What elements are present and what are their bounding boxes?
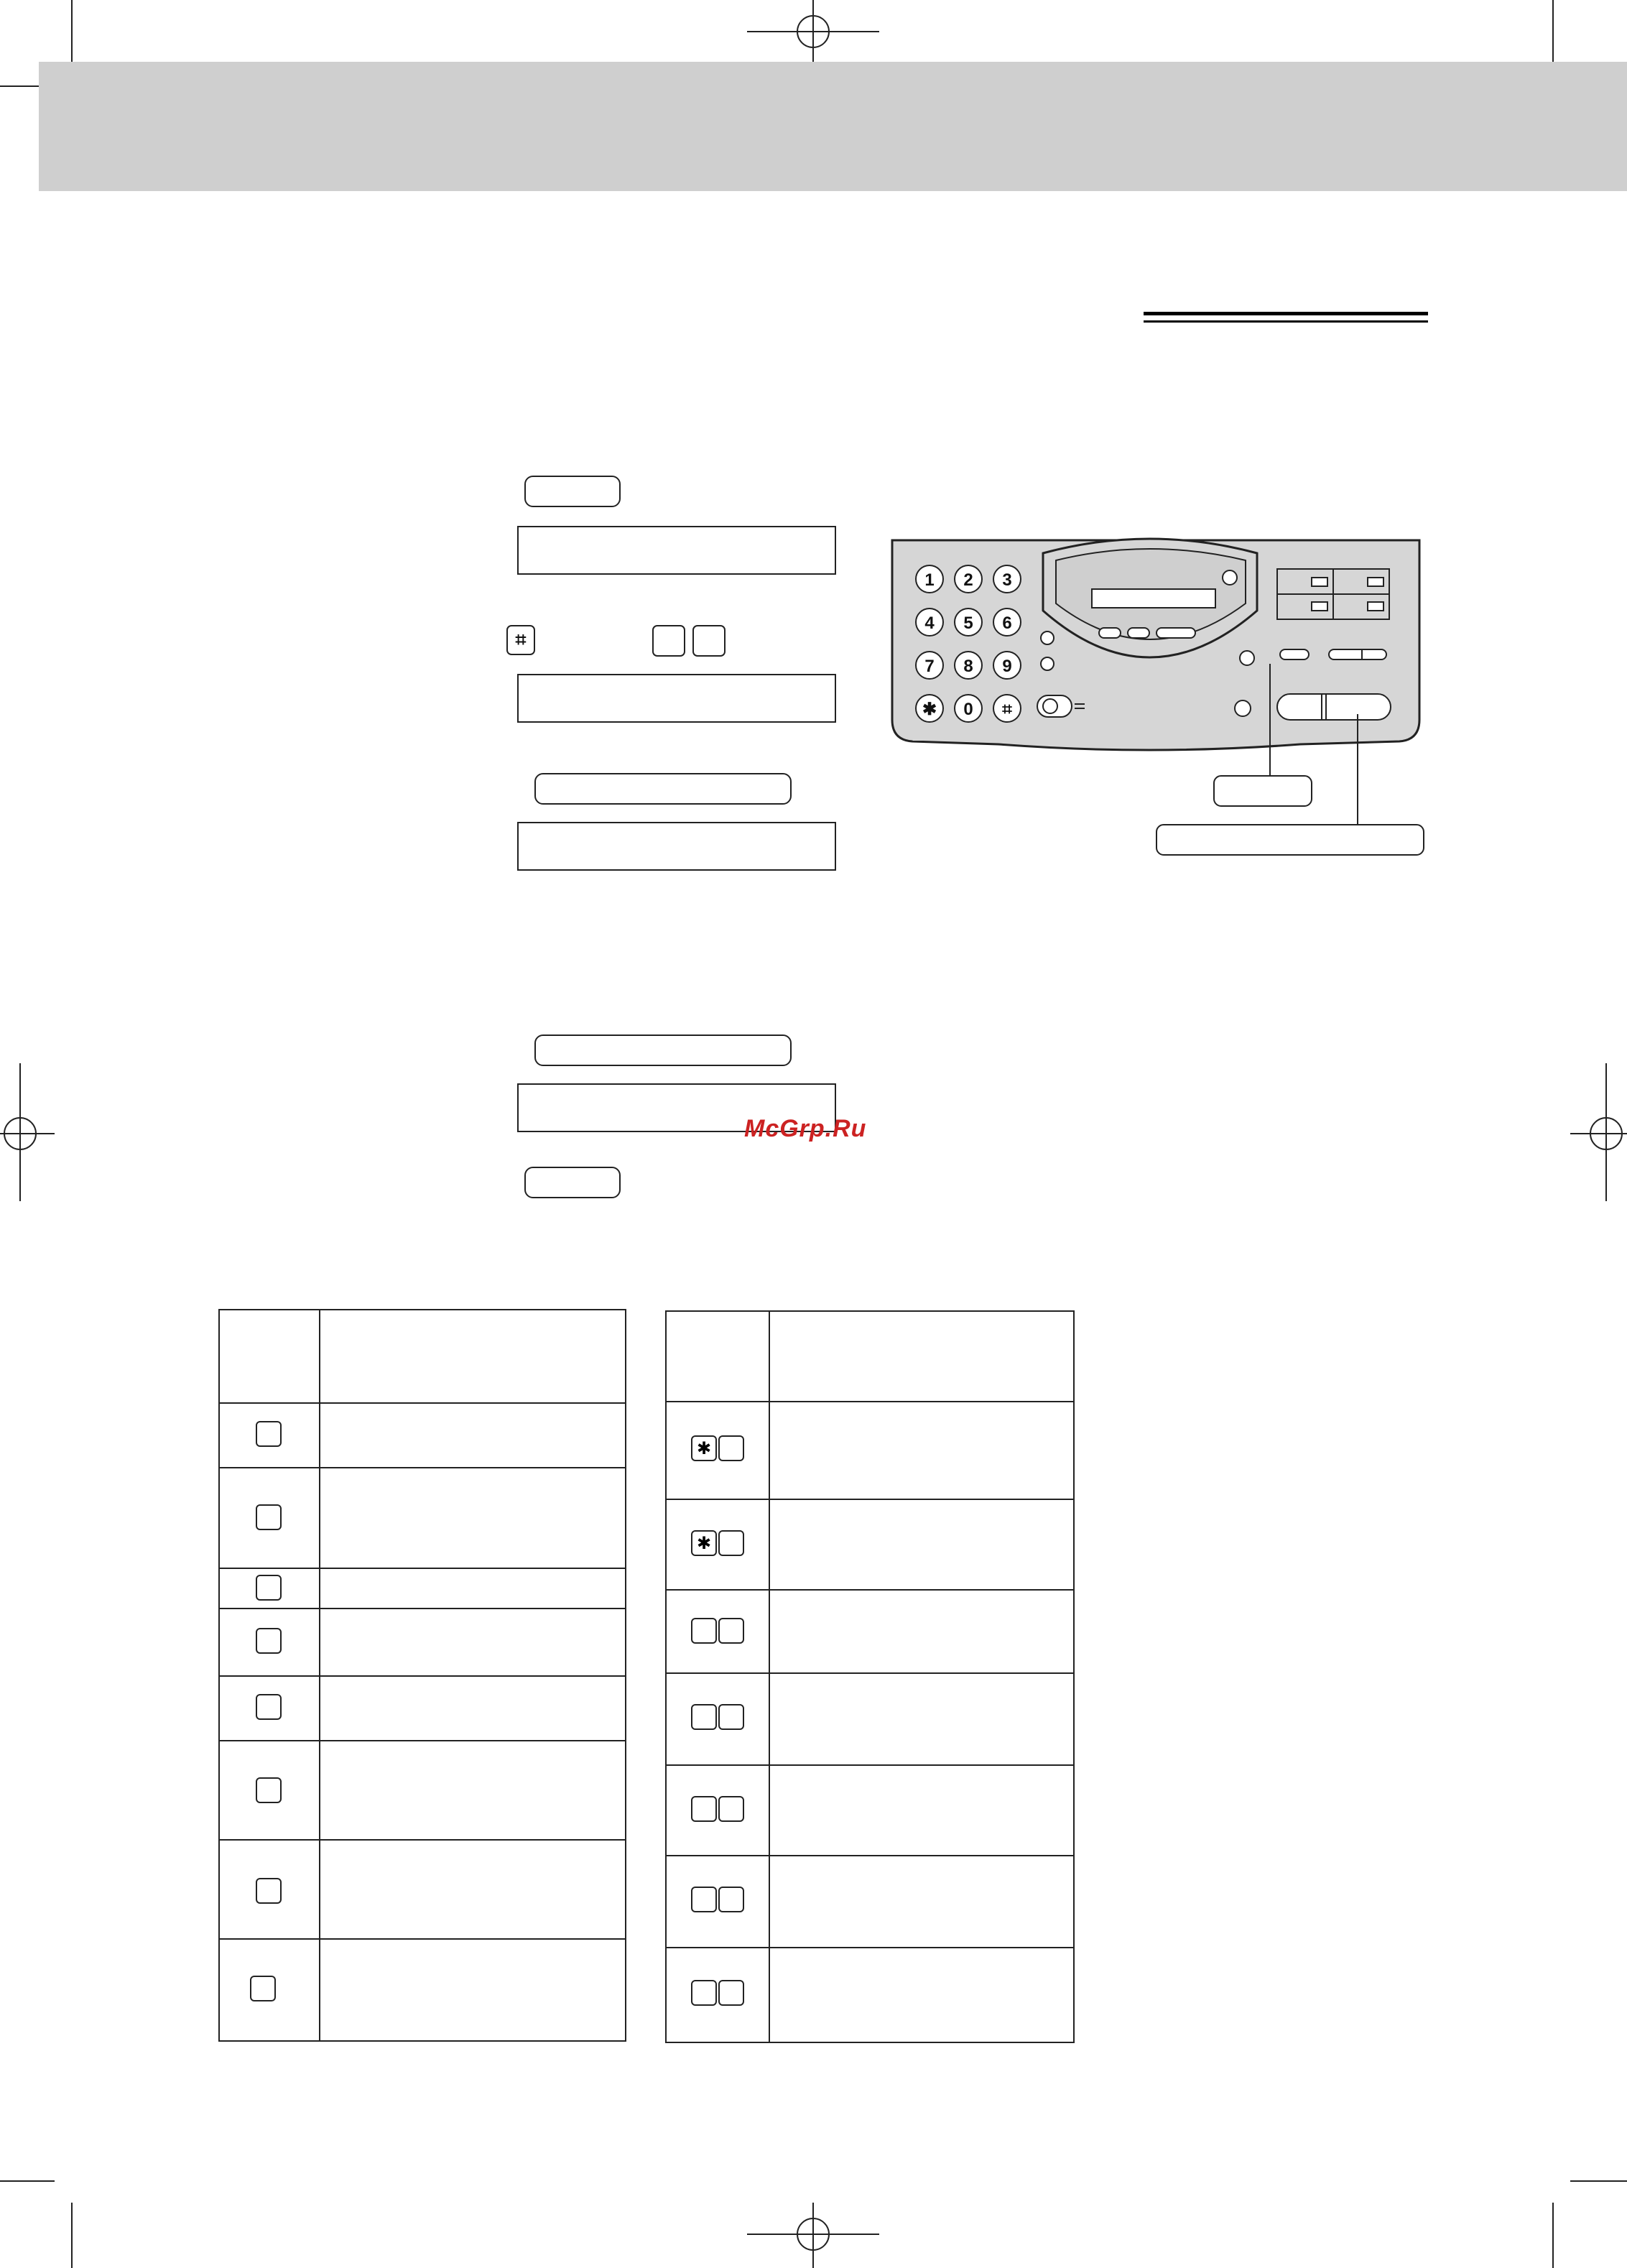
code-key-box [718,1980,744,2006]
table-left-row-line [220,1675,625,1677]
code-key-box [256,1878,282,1904]
table-left-row-line [220,1740,625,1741]
set-key-step4[interactable] [534,1035,792,1066]
digit-key-blank-2[interactable] [692,625,726,657]
table-right-row-line [667,1401,1073,1402]
watermark-text: McGrp.Ru [744,1115,867,1142]
code-key-box [691,1704,717,1730]
code-key-box [256,1504,282,1530]
control-panel-illustration [884,532,1429,869]
table-left-row-line [220,1402,625,1404]
digit-key-blank-1[interactable] [652,625,685,657]
keypad-8: 8 [963,657,973,676]
code-key-box [718,1796,744,1822]
table-left-row-line [220,1938,625,1940]
code-key-box [691,1980,717,2006]
code-key-box [256,1694,282,1720]
table-right-row-line [667,1764,1073,1766]
display-box-2 [517,674,836,723]
section-rule-top [1144,312,1428,315]
code-key-box [691,1887,717,1912]
keypad-9: 9 [1002,657,1012,676]
feature-table-left [218,1309,626,2042]
table-left-row-line [220,1568,625,1569]
table-right-row-line [667,1672,1073,1674]
code-key-box [718,1887,744,1912]
code-key-box [718,1618,744,1644]
menu-key-step1[interactable] [524,476,621,507]
code-key-box [256,1421,282,1447]
table-right-col-divider [769,1312,770,2042]
table-left-row-line [220,1839,625,1841]
code-key-box [256,1777,282,1803]
display-box-3 [517,822,836,871]
select-key-step3[interactable] [534,773,792,805]
star-key-box: ✱ [691,1530,717,1556]
hash-key[interactable]: ⌗ [506,625,535,655]
keypad-star: ✱ [922,700,937,719]
keypad-6: 6 [1002,614,1012,633]
table-right-row-line [667,1855,1073,1856]
star-key-box: ✱ [691,1435,717,1461]
keypad-3: 3 [1002,570,1012,590]
keypad-0: 0 [963,700,973,719]
section-rule-bottom [1144,320,1428,323]
code-key-box [256,1628,282,1654]
menu-key-step5[interactable] [524,1167,621,1198]
keypad-hash: ⌗ [1002,700,1012,719]
code-key-box [718,1435,744,1461]
keypad-5: 5 [963,614,973,633]
header-band [39,62,1627,191]
table-right-row-line [667,1947,1073,1948]
code-key-box [718,1704,744,1730]
keypad-1: 1 [924,570,935,590]
keypad-2: 2 [963,570,973,590]
code-key-box [256,1575,282,1601]
display-box-1 [517,526,836,575]
code-key-box [691,1618,717,1644]
table-left-row-line [220,1467,625,1468]
keypad-7: 7 [924,657,935,676]
table-left-row-line [220,1608,625,1609]
table-right-row-line [667,1499,1073,1500]
code-key-box [691,1796,717,1822]
feature-table-right [665,1310,1075,2043]
code-key-box [250,1976,276,2001]
table-right-row-line [667,1589,1073,1591]
code-key-box [718,1530,744,1556]
keypad-4: 4 [924,614,935,633]
